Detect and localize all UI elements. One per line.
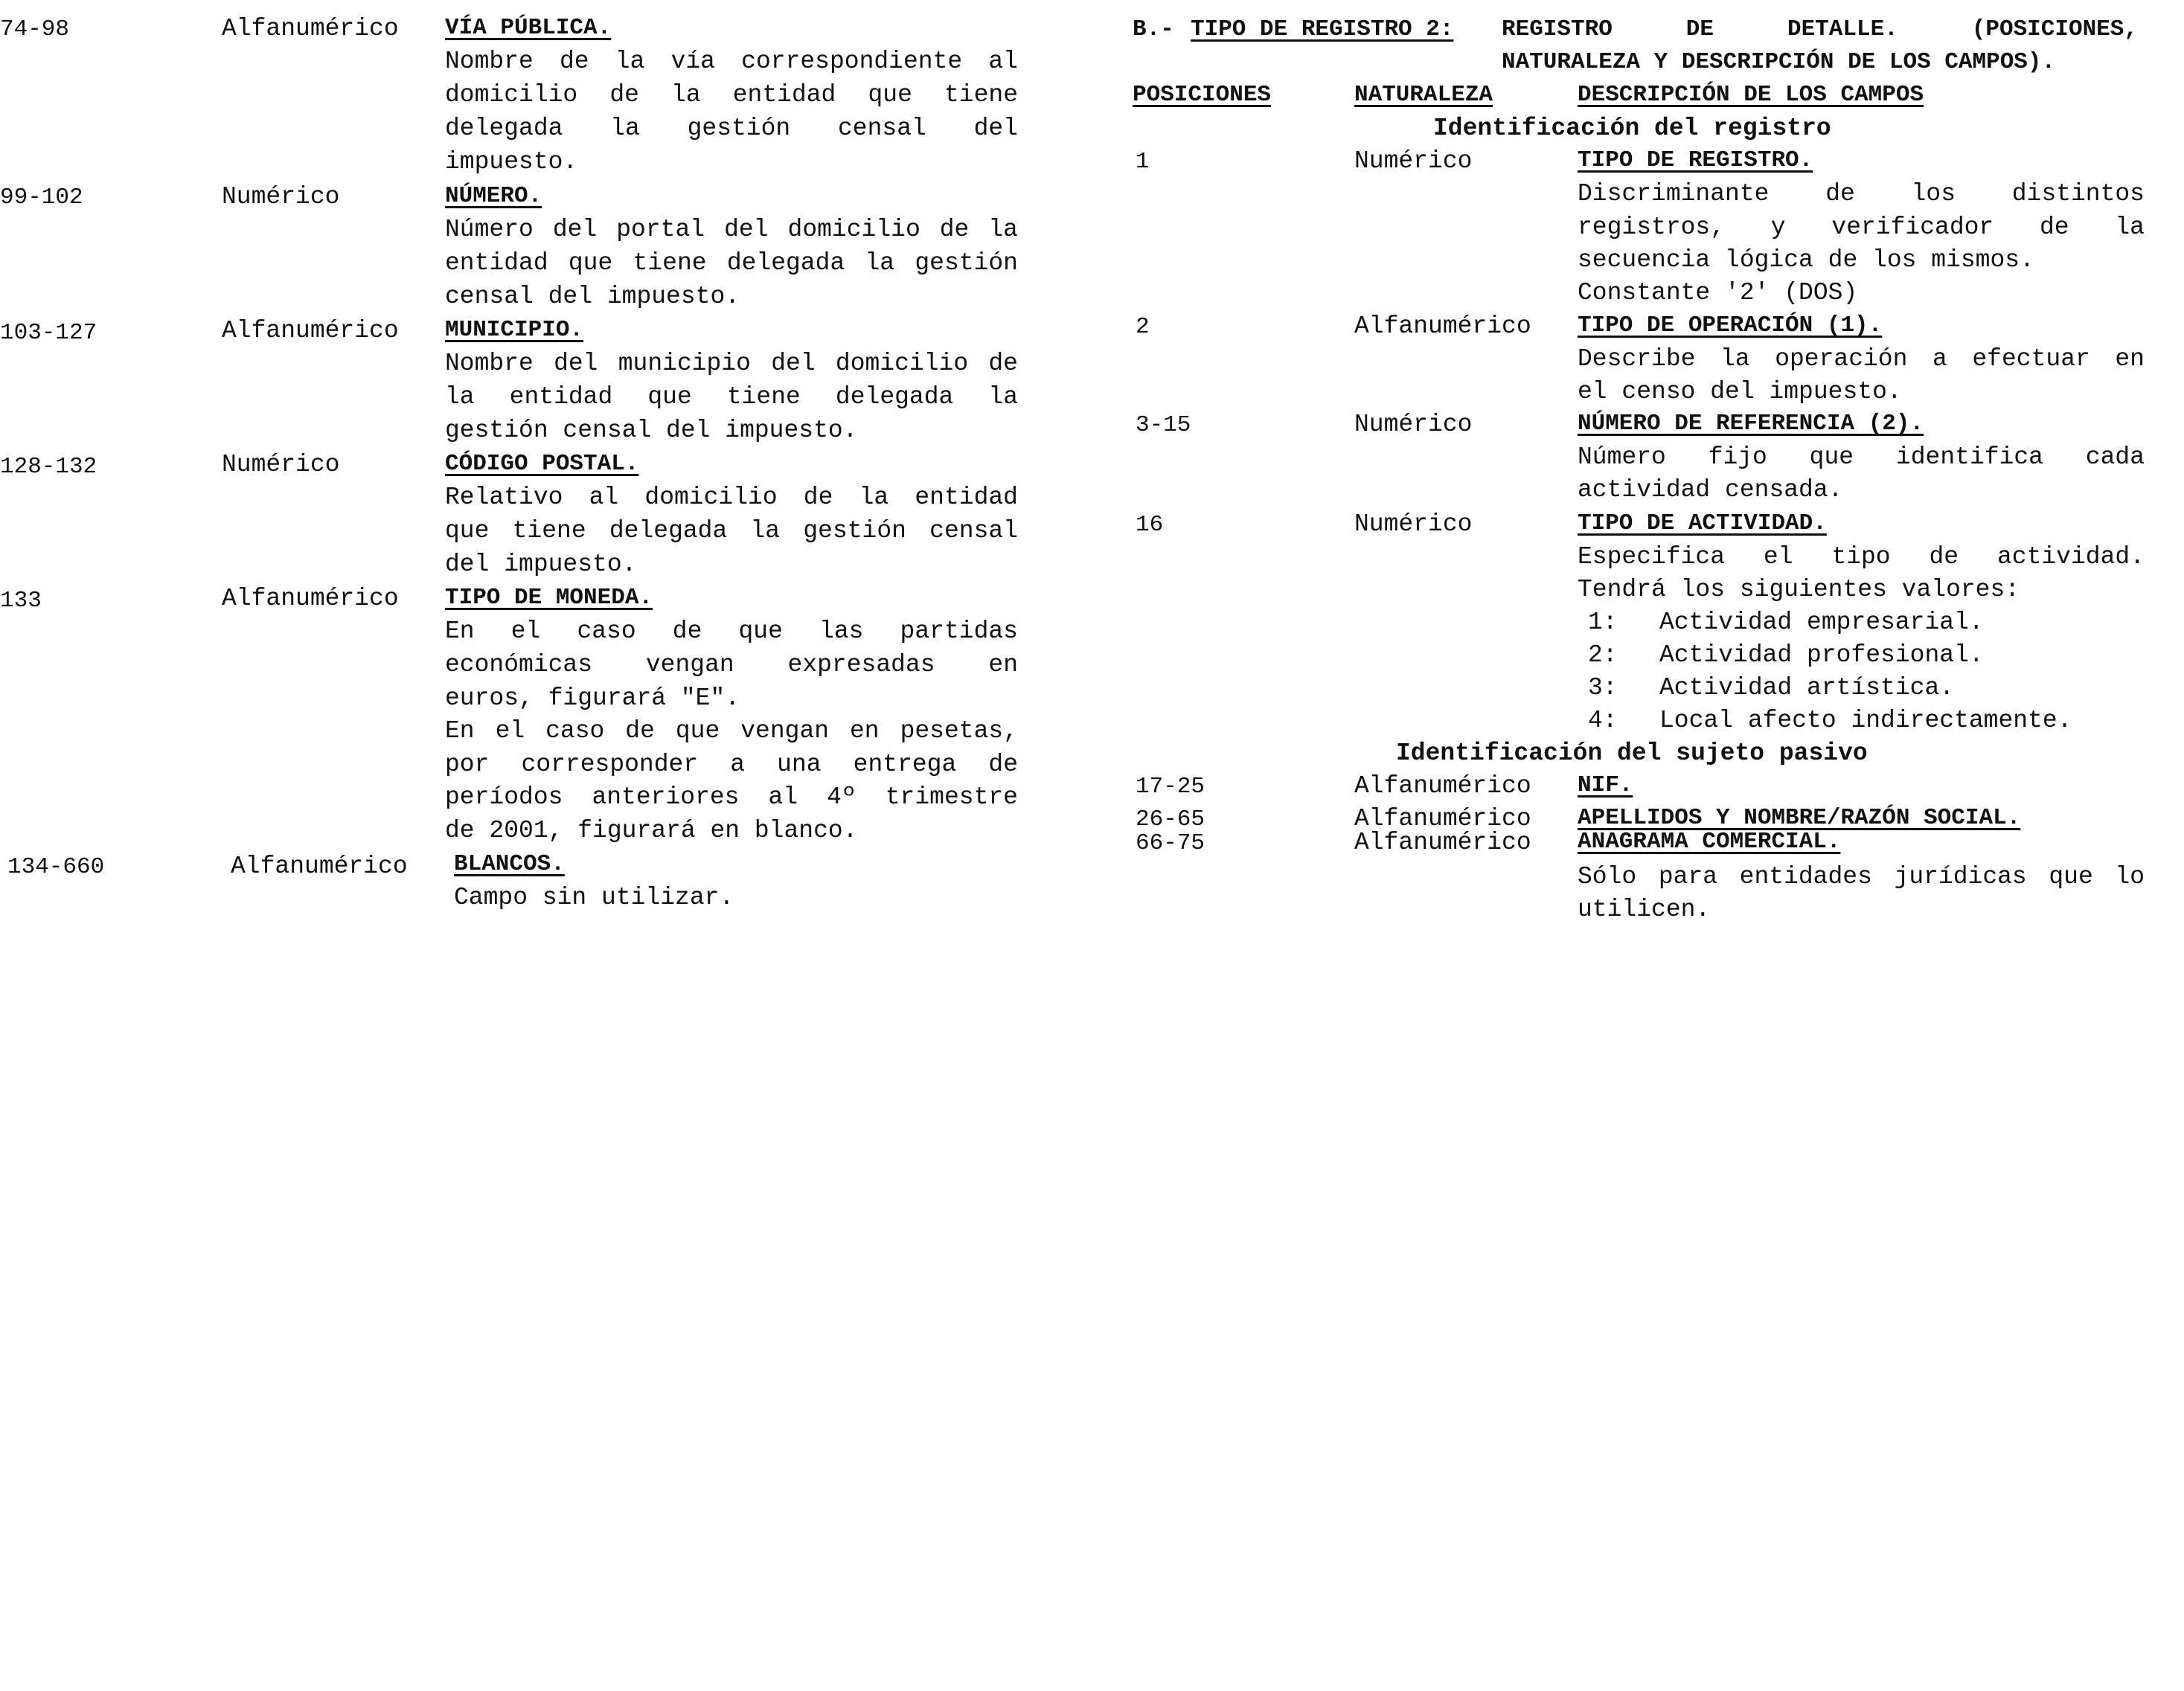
field-description: euros, figurará "E". [445, 684, 740, 712]
nature-value: Numérico [1354, 147, 1473, 175]
field-description: entidad que tiene delegada la gestión [445, 249, 1018, 277]
field-name: MUNICIPIO. [445, 317, 584, 343]
nature-value: Alfanumérico [231, 853, 408, 880]
field-name: NÚMERO. [445, 183, 542, 209]
nature-value: Alfanumérico [1354, 805, 1531, 832]
field-description: utilicen. [1578, 896, 1711, 923]
nature-value: Alfanumérico [222, 585, 399, 612]
field-description: el censo del impuesto. [1578, 378, 1902, 405]
field-description: censal del impuesto. [445, 283, 740, 310]
header-text: NATURALEZA Y DESCRIPCIÓN DE LOS CAMPOS). [1502, 49, 2056, 75]
field-description: Discriminante de los distintos [1578, 180, 2145, 208]
field-name: TIPO DE MONEDA. [445, 585, 653, 611]
field-description: que tiene delegada la gestión censal [445, 517, 1018, 545]
field-description: actividad censada. [1578, 476, 1843, 504]
field-description: registros, y verificador de la [1578, 214, 2145, 241]
position-value: 26-65 [1136, 806, 1205, 832]
field-description: Número fijo que identifica cada [1578, 443, 2145, 471]
field-description: Campo sin utilizar. [454, 884, 734, 911]
field-description: En el caso de que las partidas [445, 617, 1018, 645]
field-description: Especifica el tipo de actividad. [1578, 543, 2145, 571]
field-description: Número del portal del domicilio de la [445, 216, 1018, 243]
position-value: 128-132 [0, 454, 97, 480]
position-value: 134-660 [7, 854, 105, 880]
nature-value: Alfanumérico [1354, 772, 1531, 800]
position-value: 16 [1136, 512, 1164, 538]
field-description: de 2001, figurará en blanco. [445, 817, 858, 844]
section-title: Identificación del registro [1433, 115, 1831, 142]
field-name: NÚMERO DE REFERENCIA (2). [1578, 411, 1924, 437]
right-column [1116, 0, 2184, 1691]
position-value: 1 [1136, 149, 1150, 175]
nature-value: Numérico [222, 451, 340, 478]
value-text: Local afecto indirectamente. [1659, 707, 2072, 734]
field-description: Nombre del municipio del domicilio de [445, 350, 1018, 377]
value-code: 3: [1588, 674, 1618, 702]
position-value: 3-15 [1136, 412, 1191, 438]
position-value: 66-75 [1136, 830, 1205, 856]
position-value: 133 [0, 588, 42, 614]
value-text: Actividad artística. [1659, 674, 1955, 702]
field-description: períodos anteriores al 4º trimestre [445, 783, 1018, 811]
position-value: 103-127 [0, 320, 97, 346]
position-value: 74-98 [0, 16, 70, 42]
left-column [0, 0, 1042, 1691]
value-code: 4: [1588, 707, 1618, 734]
field-description: gestión censal del impuesto. [445, 417, 858, 444]
column-header-nature: NATURALEZA [1354, 82, 1493, 108]
nature-value: Numérico [1354, 510, 1473, 538]
field-name: TIPO DE REGISTRO. [1578, 147, 1813, 173]
value-text: Actividad empresarial. [1659, 609, 1984, 636]
nature-value: Alfanumérico [222, 317, 399, 344]
column-header-positions: POSICIONES [1133, 82, 1272, 108]
field-description: Tendrá los siguientes valores: [1578, 576, 2020, 603]
field-description: Relativo al domicilio de la entidad [445, 484, 1018, 511]
value-code: 1: [1588, 609, 1618, 636]
field-description: secuencia lógica de los mismos. [1578, 246, 2034, 274]
nature-value: Numérico [222, 183, 340, 211]
field-name: APELLIDOS Y NOMBRE/RAZÓN SOCIAL. [1578, 805, 2021, 831]
position-value: 17-25 [1136, 774, 1205, 800]
field-description: En el caso de que vengan en pesetas, [445, 717, 1018, 745]
field-description: Nombre de la vía correspondiente al [445, 48, 1018, 75]
nature-value: Numérico [1354, 411, 1473, 438]
field-description: del impuesto. [445, 551, 637, 578]
position-value: 2 [1136, 314, 1150, 340]
column-header-description: DESCRIPCIÓN DE LOS CAMPOS [1578, 82, 1924, 108]
field-name: NIF. [1578, 772, 1633, 798]
field-name: TIPO DE ACTIVIDAD. [1578, 510, 1827, 536]
field-name: TIPO DE OPERACIÓN (1). [1578, 312, 1883, 338]
field-name: BLANCOS. [454, 851, 565, 877]
value-text: Actividad profesional. [1659, 641, 1984, 669]
field-description: la entidad que tiene delegada la [445, 383, 1018, 411]
field-name: ANAGRAMA COMERCIAL. [1578, 829, 1841, 855]
field-name: CÓDIGO POSTAL. [445, 451, 639, 477]
field-name: VÍA PÚBLICA. [445, 15, 612, 41]
field-description: impuesto. [445, 148, 578, 176]
field-description: delegada la gestión censal del [445, 115, 1018, 142]
field-description: económicas vengan expresadas en [445, 651, 1018, 678]
field-description: Constante '2' (DOS) [1578, 279, 1858, 307]
section-title: Identificación del sujeto pasivo [1396, 739, 1868, 767]
header-prefix: B.- [1133, 16, 1174, 42]
field-description: por corresponder a una entrega de [445, 751, 1018, 778]
header-title: TIPO DE REGISTRO 2: [1191, 16, 1454, 42]
field-description: Sólo para entidades jurídicas que lo [1578, 863, 2145, 891]
field-description: domicilio de la entidad que tiene [445, 81, 1018, 109]
value-code: 2: [1588, 641, 1618, 669]
nature-value: Alfanumérico [1354, 312, 1531, 340]
header-text: REGISTRO DE DETALLE. (POSICIONES, [1502, 16, 2138, 42]
position-value: 99-102 [0, 184, 83, 211]
nature-value: Alfanumérico [1354, 829, 1531, 856]
field-description: Describe la operación a efectuar en [1578, 345, 2145, 373]
nature-value: Alfanumérico [222, 15, 399, 42]
